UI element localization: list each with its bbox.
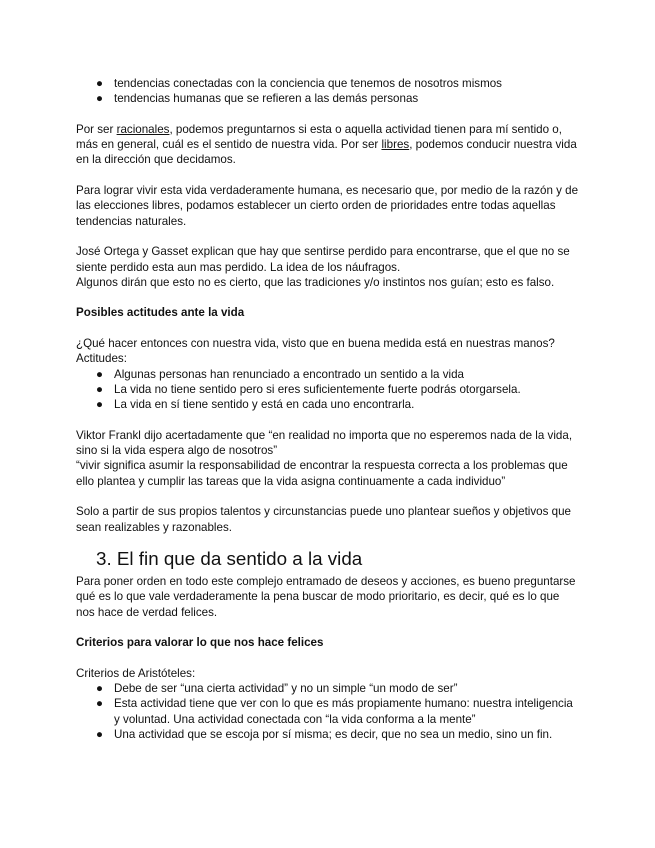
bullet-icon: ● — [96, 398, 104, 412]
bullet-icon: ● — [96, 92, 104, 106]
paragraph-que-hacer: ¿Qué hacer entonces con nuestra vida, visto que en buena medida está en nuestras manos? — [76, 337, 555, 351]
bullet-icon: ● — [96, 367, 104, 381]
bullet-icon: ● — [96, 697, 104, 711]
heading-actitudes: Posibles actitudes ante la vida — [76, 306, 245, 320]
paragraph-algunos: Algunos dirán que esto no es cierto, que las tradiciones y/o instintos nos guían; esto es falso. — [76, 275, 555, 289]
paragraph-vivir: “vivir significa asumir la responsabilidad de encontrar la respuesta correcta a los problemas que ello plantea y cumplir las tareas que la vida asigna continuamente a cada individuo” — [76, 459, 568, 488]
document-body — [76, 76, 580, 742]
bullet-list-criterios — [76, 681, 580, 742]
list-item: ● Algunas personas han renunciado a encontrado un sentido a la vida — [96, 367, 464, 381]
heading-criterios: Criterios para valorar lo que nos hace felices — [76, 636, 324, 650]
paragraph-ortega: José Ortega y Gasset explican que hay que sentirse perdido para encontrarse, que el que no se siente perdido esta aun mas perdido. La idea de los náufragos. — [76, 245, 570, 274]
list-item: ● Una actividad que se escoja por sí misma; es decir, que no sea un medio, sino un fin. — [96, 727, 553, 741]
paragraph-frankl: Viktor Frankl dijo acertadamente que “en realidad no importa que no esperemos nada de la vida, sino si la vida espera algo de nosotros” — [76, 428, 573, 458]
heading-fin: 3. El fin que da sentido a la vida — [96, 547, 363, 569]
bullet-list-tendencias — [76, 76, 580, 107]
criterios-label: Criterios de Aristóteles: — [76, 666, 196, 680]
list-item: ● tendencias conectadas con la conciencia que tenemos de nosotros mismos — [96, 77, 502, 90]
paragraph-orden: Para poner orden en todo este complejo entramado de deseos y acciones, es bueno preguntarse qué es lo que vale verdaderamente la pena buscar de modo prioritario, es decir, qué es lo que nos hace de verdad felices. — [76, 574, 576, 619]
link-racionales[interactable]: racionales — [116, 122, 170, 136]
bullet-icon: ● — [96, 727, 104, 741]
paragraph-racionales: Por ser racionales, podemos preguntarnos si esta o aquella actividad tienen para mí sentido o, más en general, cuál es el sentido de nuestra vida. Por ser libres, podemos conducir nuestra vida en la dirección que decidamos. — [76, 122, 577, 167]
paragraph-solo: Solo a partir de sus propios talentos y circunstancias puede uno plantear sueños y objetivos que sean realizables y razonables. — [76, 505, 571, 534]
bullet-list-actitudes — [76, 367, 580, 413]
list-item: ● La vida en sí tiene sentido y está en cada uno encontrarla. — [96, 398, 415, 412]
list-item: ● tendencias humanas que se refieren a las demás personas — [96, 92, 419, 106]
list-item: ● La vida no tiene sentido pero si eres suficientemente fuerte podrás otorgarsela. — [96, 382, 521, 396]
bullet-icon: ● — [96, 681, 104, 695]
bullet-icon: ● — [96, 382, 104, 396]
paragraph-lograr: Para lograr vivir esta vida verdaderamente humana, es necesario que, por medio de la razón y de las elecciones libres, podamos establecer un cierto orden de prioridades entre todas aquellas tendencias naturales. — [76, 184, 579, 228]
bullet-icon: ● — [96, 77, 104, 90]
list-item: ● Esta actividad tiene que ver con lo que es más propiamente humano: nuestra inteligencia y voluntad. Una actividad conectada con “la vida conforma a la mente” — [96, 697, 573, 726]
link-libres[interactable]: libres — [381, 138, 410, 152]
list-item: ● Debe de ser “una cierta actividad” y no un simple “un modo de ser” — [96, 681, 458, 695]
actitudes-label: Actitudes: — [76, 352, 127, 366]
